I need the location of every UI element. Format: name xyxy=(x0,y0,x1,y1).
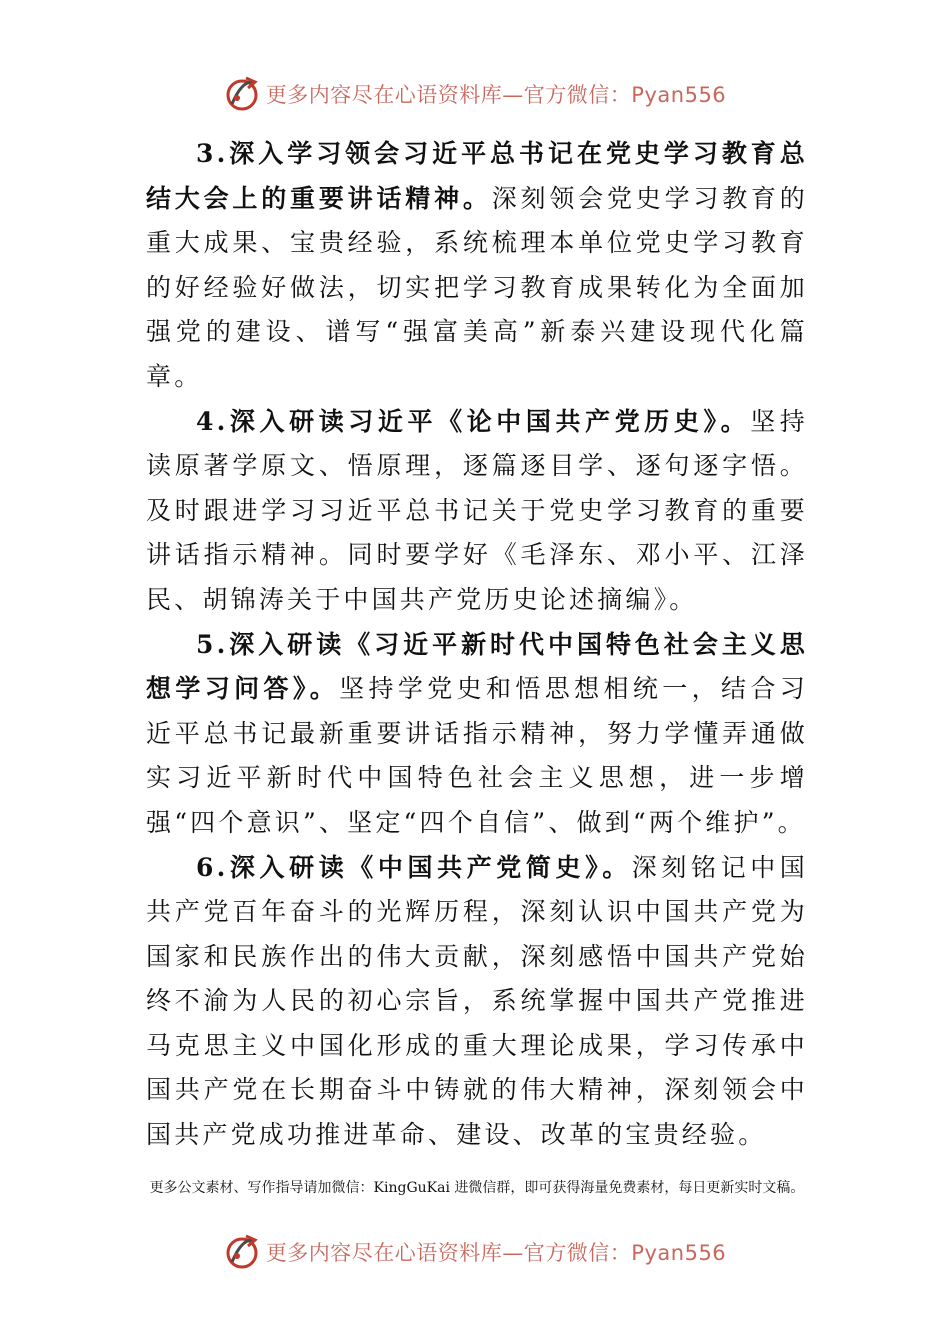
paragraph-4 xyxy=(146,400,808,623)
paragraph-6 xyxy=(146,846,808,1158)
footer-banner xyxy=(0,1230,950,1274)
header-banner xyxy=(0,72,950,116)
document-body xyxy=(146,132,808,1158)
xinyu-logo-icon xyxy=(224,1232,262,1272)
paragraph-6-text: 深刻铭记中国共产党百年奋斗的光辉历程，深刻认识中国共产党为国家和民族作出的伟大贡献，深刻感悟中国共产党始终不渝为人民的初心宗旨，系统掌握中国共产党推进马克思主义中国化形成的重大理论成果，学习传承中国共产党在长期奋斗中铸就的伟大精神，深刻领会中国共产党成功推进革命、建设、改革的宝贵经验。 xyxy=(146,852,808,1150)
header-banner-text: 更多内容尽在心语资料库—官方微信：Pyan556 xyxy=(265,83,727,107)
paragraph-5-heading: 5.深入研读《习近平新时代中国特色社会主义思想学习问答》。 xyxy=(146,629,808,704)
paragraph-3 xyxy=(146,132,808,400)
paragraph-6-heading: 6.深入研读《中国共产党简史》。 xyxy=(196,852,632,882)
paragraph-4-text: 坚持读原著学原文、悟原理，逐篇逐目学、逐句逐字悟。及时跟进学习习近平总书记关于党史学习教育的重要讲话指示精神。同时要学好《毛泽东、邓小平、江泽民、胡锦涛关于中国共产党历史论述摘编》。 xyxy=(146,406,808,614)
paragraph-5-text: 坚持学党史和悟思想相统一，结合习近平总书记最新重要讲话指示精神，努力学懂弄通做实习近平新时代中国特色社会主义思想，进一步增强“四个意识”、坚定“四个自信”、做到“两个维护”。 xyxy=(146,674,808,837)
xinyu-logo-icon xyxy=(224,74,262,114)
paragraph-3-heading: 3.深入学习领会习近平总书记在党史学习教育总结大会上的重要讲话精神。 xyxy=(146,139,808,213)
footer-banner-text: 更多内容尽在心语资料库—官方微信：Pyan556 xyxy=(265,1241,727,1265)
paragraph-3-text: 深刻领会党史学习教育的重大成果、宝贵经验，系统梳理本单位党史学习教育的好经验好做法，切实把学习教育成果转化为全面加强党的建设、谱写“强富美高”新泰兴建设现代化篇章。 xyxy=(146,183,809,391)
paragraph-4-heading: 4.深入研读习近平《论中国共产党历史》。 xyxy=(196,406,751,436)
paragraph-5 xyxy=(146,623,808,846)
footer-note: 更多公文素材、写作指导请加微信：KingGuKai 进微信群，即可获得海量免费素材，每日更新实时文稿。 xyxy=(149,1180,805,1196)
